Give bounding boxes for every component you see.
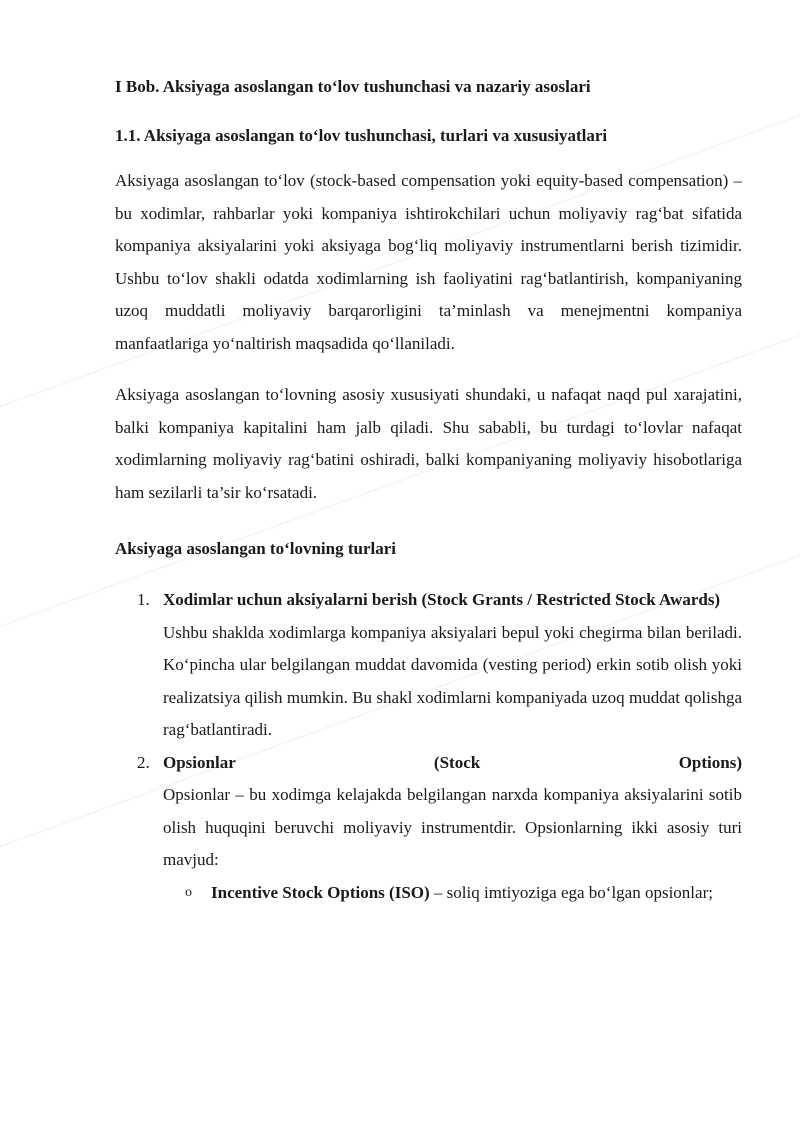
list-item-title: Xodimlar uchun aksiyalarni berish (Stock Grants / Restricted Stock Awards) xyxy=(163,590,721,609)
section-title: 1.1. Aksiyaga asoslangan to‘lov tushunchasi, turlari va xususiyatlari xyxy=(115,126,608,145)
list-item-body: Ushbu shaklda xodimlarga kompaniya aksiyalari bepul yoki chegirma bilan beriladi. Ko‘pincha ular belgilangan muddat davomida (vesting period) erkin sotib olish yoki realizatsiya qilish mumkin. Bu shakl xodimlarni kompaniyada uzoq muddat qolishga rag‘batlantiradi. xyxy=(163,622,742,739)
list-item-number: 1. xyxy=(137,590,150,609)
types-list xyxy=(115,584,742,909)
document-body xyxy=(115,72,742,909)
list-item-body: Opsionlar – bu xodimga kelajakda belgilangan narxda kompaniya aksiyalarini sotib olish huquqini beruvchi moliyaviy instrumentdir. Opsionlarning ikki asosiy turi mavjud: xyxy=(163,785,742,869)
sub-list-item xyxy=(163,877,742,910)
sub-item-text: – soliq imtiyoziga ega bo‘lgan opsionlar; xyxy=(429,882,713,902)
paragraph-features: Aksiyaga asoslangan to‘lovning asosiy xususiyati shundaki, u nafaqat naqd pul xarajatini, balki kompaniya kapitalini ham jalb qiladi. Shu sababli, bu turdagi to‘lovlar nafaqat xodimlarning moliyaviy rag‘batini oshiradi, balki kompaniyaning moliyaviy hisobotlariga ham sezilarli ta’sir ko‘rsatadi. xyxy=(115,385,742,502)
list-item-number: 2. xyxy=(137,752,150,772)
list-item xyxy=(115,584,742,747)
sub-list xyxy=(163,877,742,910)
list-item-title: Opsionlar (Stock Options) xyxy=(163,752,742,772)
chapter-title: I Bob. Aksiyaga asoslangan to‘lov tushunchasi va nazariy asoslari xyxy=(115,77,591,96)
bullet-marker: o xyxy=(185,884,192,900)
sub-item-term: Incentive Stock Options (ISO) xyxy=(211,882,430,902)
paragraph-definition: Aksiyaga asoslangan to‘lov (stock-based compensation yoki equity-based compensation) – bu xodimlar, rahbarlar yoki kompaniya ishtirokchilari uchun moliyaviy rag‘bat sifatida kompaniya aksiyalarini yoki aksiyaga bog‘liq moliyaviy instrumentlarni berish tizimidir. Ushbu to‘lov shakli odatda xodimlarning ish faoliyatini rag‘batlantirish, kompaniyaning uzoq muddatli moliyaviy barqarorligini ta’minlash va menejmentni kompaniya manfaatlariga yo‘naltirish maqsadida qo‘llaniladi. xyxy=(115,171,742,353)
list-item xyxy=(115,747,742,910)
types-heading: Aksiyaga asoslangan to‘lovning turlari xyxy=(115,539,397,558)
